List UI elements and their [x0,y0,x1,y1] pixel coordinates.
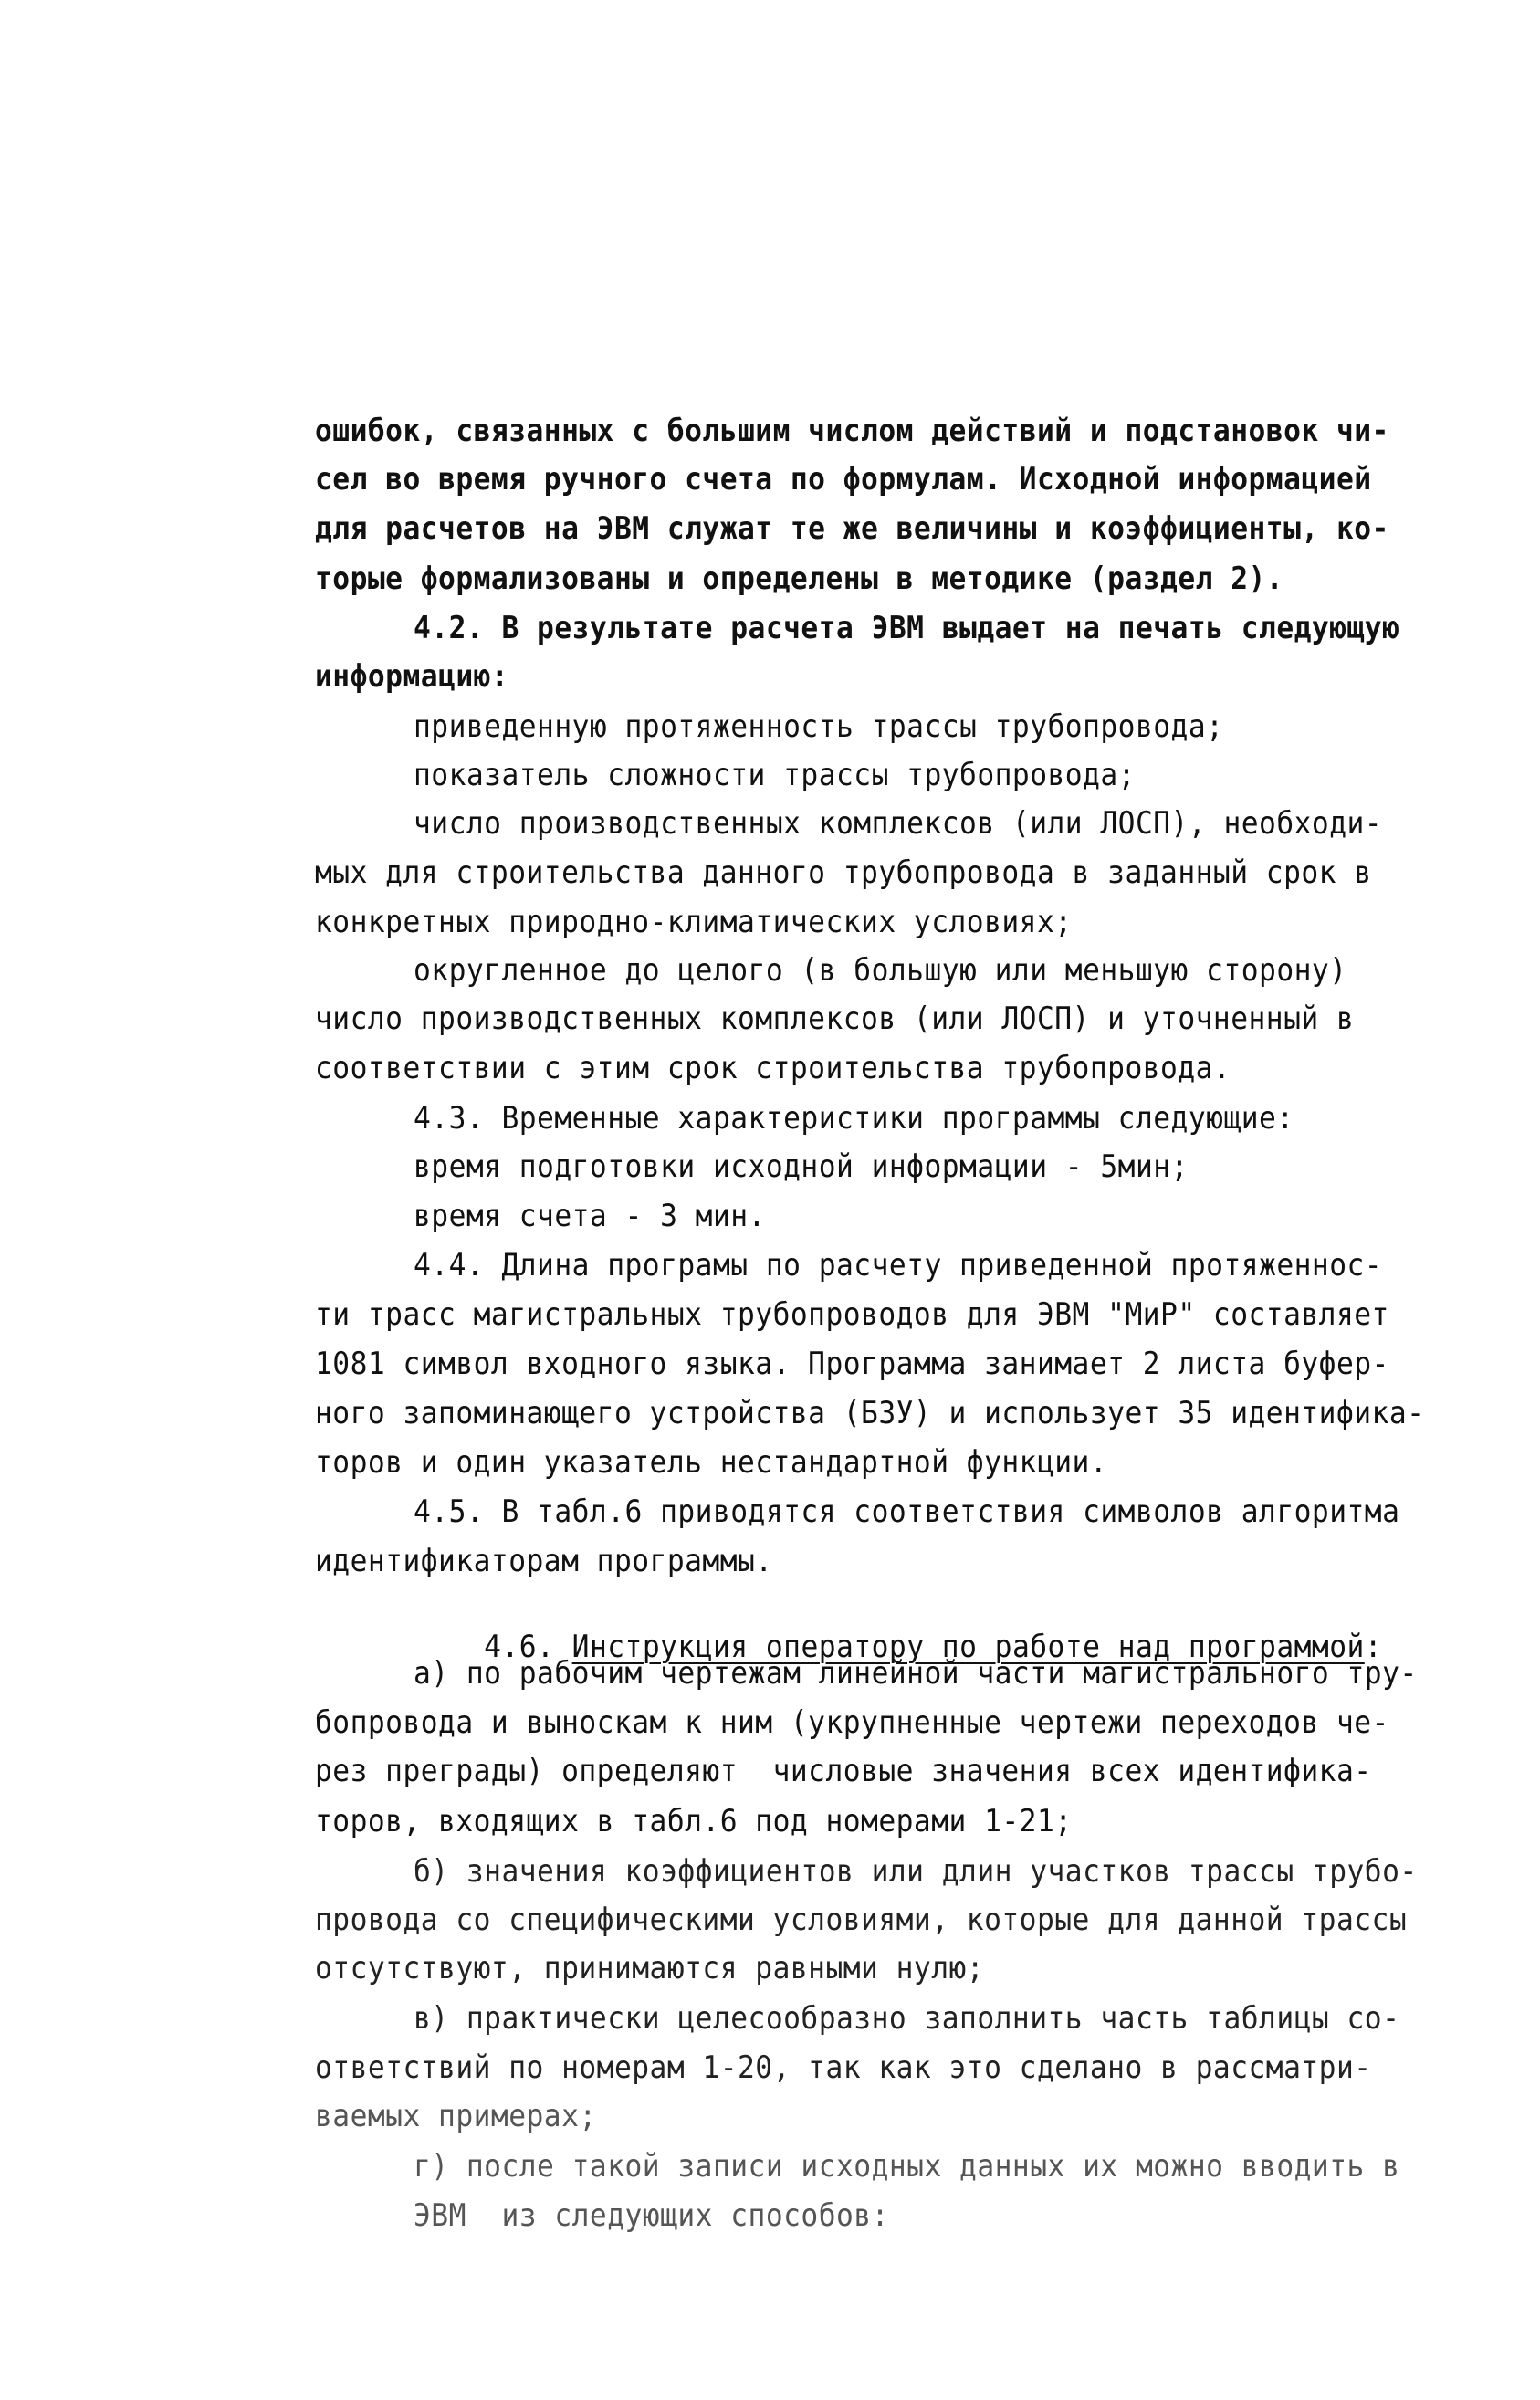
paragraph-line: 1081 символ входного языка. Программа занимает 2 листа буфер- [315,1346,1389,1382]
list-item-line: показатель сложности трассы трубопровода; [414,757,1136,793]
heading-colon: : [1364,1629,1383,1665]
instruction-line: ЭВМ из следующих способов: [414,2197,889,2234]
list-item-line: округленное до целого (в большую или меньшую сторону) [414,952,1347,989]
instruction-line: в) практически целесообразно заполнить часть таблицы со- [414,2000,1400,2037]
list-item-line: время счета - 3 мин. [414,1198,766,1234]
section-number: 4.6. [484,1629,572,1665]
paragraph-line: число производственных комплексов (или ЛОСП) и уточненный в [315,1001,1355,1037]
list-item-line: число производственных комплексов (или ЛОСП), необходи- [414,805,1383,842]
instruction-line: рез преграды) определяют числовые значения всех идентифика- [315,1753,1372,1789]
paragraph-line: торов и один указатель нестандартной функции. [315,1444,1108,1481]
paragraph-line: мых для строительства данного трубопровода в заданный срок в [315,854,1372,891]
paragraph-line: ошибок, связанных с большим числом действий и подстановок чи- [315,413,1389,449]
section-4-2-line: 4.2. В результате расчета ЭВМ выдает на печать следующую [414,610,1400,646]
paragraph-line: соответствии с этим срок строительства трубопровода. [315,1050,1231,1086]
list-item-line: приведенную протяженность трассы трубопровода; [414,708,1224,745]
instruction-line: бопровода и выноскам к ним (укрупненные чертежи переходов че- [315,1704,1389,1741]
instruction-line: ответствий по номерам 1-20, так как это сделано в рассматри- [315,2049,1372,2086]
instruction-line: г) после такой записи исходных данных их можно вводить в [414,2148,1400,2185]
paragraph-line: конкретных природно-климатических условиях; [315,904,1073,940]
paragraph-line: информацию: [315,658,509,695]
instruction-line: а) по рабочим чертежам линейной части магистрального тру- [414,1655,1418,1692]
section-4-5-line: 4.5. В табл.6 приводятся соответствия символов алгоритма [414,1493,1400,1530]
paragraph-line: идентификаторам программы. [315,1543,773,1579]
instruction-line: б) значения коэффициентов или длин участков трассы трубо- [414,1853,1418,1890]
underlined-heading: Инструкция оператору по работе над программой [571,1629,1365,1665]
paragraph-line: для расчетов на ЭВМ служат те же величины и коэффициенты, ко- [315,510,1389,547]
paragraph-line: торые формализованы и определены в методике (раздел 2). [315,561,1284,597]
paragraph-line: сел во время ручного счета по формулам. Исходной информацией [315,461,1372,498]
list-item-line: время подготовки исходной информации - 5мин; [414,1148,1189,1185]
section-4-3-line: 4.3. Временные характеристики программы следующие: [414,1100,1294,1137]
instruction-line: провода со специфическими условиями, которые для данной трассы [315,1902,1408,1938]
paragraph-line: ного запоминающего устройства (БЗУ) и использует 35 идентифика- [315,1395,1425,1431]
section-4-4-line: 4.4. Длина програмы по расчету приведенной протяженнос- [414,1247,1383,1284]
instruction-line: торов, входящих в табл.6 под номерами 1-21; [315,1803,1073,1839]
paragraph-line: ти трасс магистральных трубопроводов для ЭВМ "МиР" составляет [315,1296,1389,1333]
instruction-line: отсутствуют, принимаются равными нулю; [315,1950,985,1986]
instruction-line: ваемых примерах; [315,2098,597,2134]
